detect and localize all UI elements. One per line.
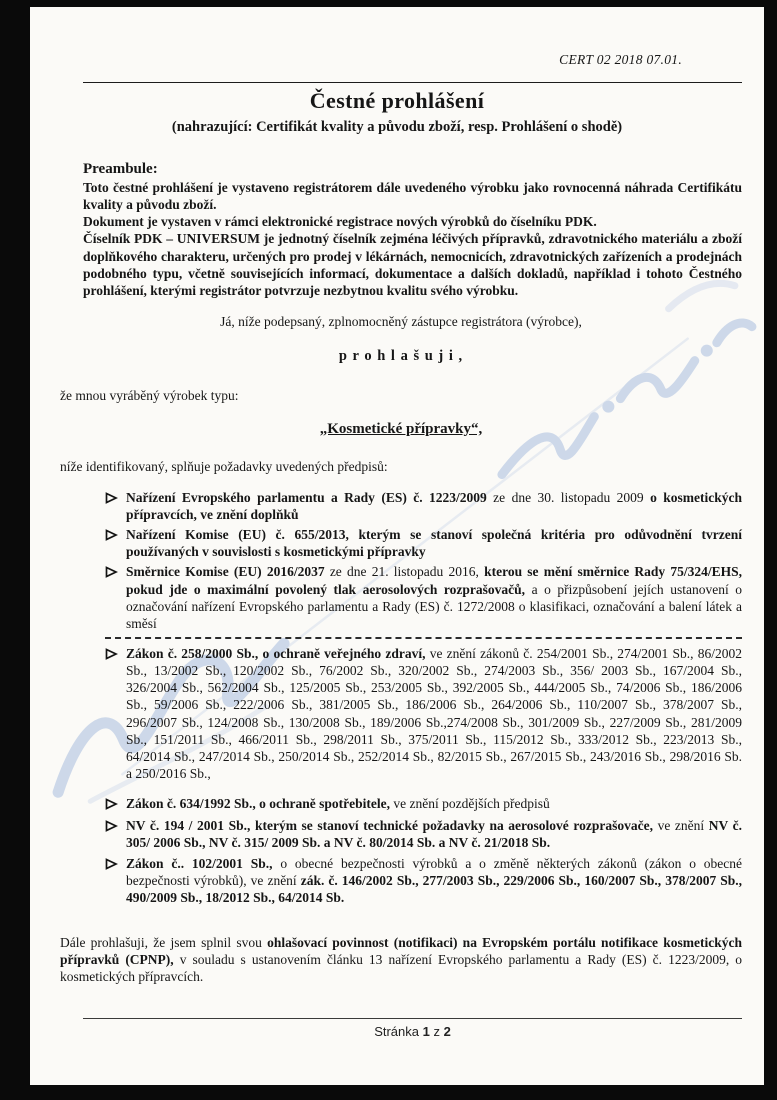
declaration-verb: p r o h l a š u j i , [338,348,464,365]
text-segment: kterou se mění směrnice Rady 75/324/EHS, pokud jde o maximální povolený tlak aerosolových rozprašovačů, [126,564,743,597]
text-segment: 2 [443,1024,451,1039]
list-item-text [126,526,742,560]
page-title: Čestné prohlášení [309,88,485,113]
document-subtitle: (nahrazující: Certifikát kvality a původu zboží, resp. Prohlášení o shodě) [171,119,623,135]
list-item [105,526,742,560]
text-segment: z [429,1024,444,1039]
page-footer [83,1018,742,1039]
list-item-text [126,855,742,906]
text-segment: ze dne 30. listopadu 2009 [486,489,651,505]
text-segment: NV č. 194 / 2001 Sb., kterým se stanoví technické požadavky na aerosolové rozprašovače, [126,818,653,834]
arrow-bullet-icon [105,489,126,508]
document-page [30,7,764,1085]
list-item [105,563,742,632]
page-number [374,1024,451,1039]
arrow-bullet-icon [105,563,126,582]
text-segment: ohlašovací povinnost (notifikaci) na Evropském portálu notifikace kosmetických přípravků (CPNP), [60,935,743,968]
list-item-text [126,645,742,782]
text-segment: v souladu s ustanovením článku 13 nařízení Evropského parlamentu a Rady (ES) č. 1223/2009, o kosmetických přípravcích. [60,952,742,985]
arrow-bullet-icon [105,645,126,664]
dashed-separator [105,637,742,639]
preamble-paragraph: Dokument je vystaven v rámci elektronické registrace nových výrobků do číselníku PDK. [83,214,597,230]
closing-paragraph [60,934,742,985]
text-segment: Zákon č. 634/1992 Sb., o ochraně spotřebitele, [126,796,391,812]
preamble-heading: Preambule: [83,161,158,177]
text-segment: o obecné bezpečnosti výrobků a o změně některých zákonů (zákon o obecné bezpečnosti výrobků), ve znění [126,855,743,888]
list-item [105,489,742,523]
eu-regulation-list [105,489,742,632]
preamble-section [83,160,742,299]
cz-health-law-list [105,645,742,782]
preamble-paragraph: Číselník PDK – UNIVERSUM je jednotný číselník zejména léčivých přípravků, zdravotnického materiálu a zboží doplňkového charakteru, určených pro prodej v lékárnách, nemocnicích, zdravotnických zařízeních a prodejnách podobného typu, včetně souvisejících informací, dokumentace a dalších dokladů, například i tohoto Čestného prohlášení, kterými registrátor potvrzuje nezbytnou kvalitu svého výrobku. [83,231,742,298]
text-segment: NV č. 305/ 2006 Sb., NV č. 315/ 2009 Sb. a NV č. 80/2014 Sb. a NV č. 21/2018 Sb. [126,818,743,851]
compliance-lead: níže identifikovaný, splňuje požadavky uvedených předpisů: [60,458,388,474]
text-segment: ze dne 21. listopadu 2016, [324,564,485,580]
product-lead: že mnou vyráběný výrobek typu: [60,387,239,403]
document-body [30,160,764,985]
cz-law-list [105,795,742,906]
list-item [105,795,742,814]
declarant-line: Já, níže podepsaný, zplnomocněný zástupce registrátora (výrobce), [220,314,582,330]
text-segment: ve znění [653,818,709,834]
arrow-bullet-icon [105,526,126,545]
text-segment: Nařízení Komise (EU) č. 655/2013, kterým se stanoví společná kritéria pro odůvodnění tvrzení používaných v souvislosti s kosmetickými přípravky [126,527,742,560]
list-item-text [126,563,742,632]
arrow-bullet-icon [105,795,126,814]
text-segment: Směrnice Komise (EU) 2016/2037 [126,564,325,580]
document-code: CERT 02 2018 07.01. [559,52,682,67]
text-segment: ve znění zákonů č. 254/2001 Sb., 274/2001 Sb., 86/2002 Sb., 13/2002 Sb., 120/2002 Sb., 76/2002 Sb., 320/2002 Sb., 274/2003 Sb., 356/ 2003 Sb., 167/2004 Sb., 326/2004 Sb., 562/2004 Sb., 125/2005 Sb., 253/2005 Sb., 392/2005 Sb., 444/2005 Sb., 74/2006 Sb., 186/2006 Sb., 59/2006 Sb., 222/2006 Sb., 381/2005 Sb., 186/2006 Sb., 264/2006 Sb., 110/2007 Sb., 378/2007 Sb., 296/2007 Sb., 124/2008 Sb., 130/2008 Sb., 189/2006 Sb.,274/2008 Sb., 301/2009 Sb., 227/2009 Sb., 281/2009 Sb., 151/2011 Sb., 466/2011 Sb., 298/2011 Sb., 375/2011 Sb., 115/2012 Sb., 333/2012 Sb., 223/2013 Sb., 64/2014 Sb., 247/2014 Sb., 250/2014 Sb., 252/2014 Sb., 82/2015 Sb., 267/2015 Sb., 243/2016 Sb., 298/2016 Sb. a 250/2016 Sb., [126,646,742,782]
list-item-text [126,489,742,523]
text-segment: a o přizpůsobení jejích ustanovení o označování nařízení Evropského parlamentu a Rady (ES) č. 1272/2008 o klasifikaci, označování a balení látek a směsí [126,581,743,631]
arrow-bullet-icon [105,817,126,836]
preamble-paragraph: Toto čestné prohlášení je vystaveno registrátorem dále uvedeného výrobku jako rovnocenná náhrada Certifikátu kvality a původu zboží. [83,180,742,213]
list-item-text [126,817,742,851]
text-segment: ve znění pozdějších předpisů [390,796,550,812]
arrow-bullet-icon [105,855,126,874]
text-segment: Nařízení Evropského parlamentu a Rady (ES) č. 1223/2009 [126,489,487,505]
list-item [105,817,742,851]
product-type: „Kosmetické přípravky“, [319,420,483,437]
text-segment: Zákon č.. 102/2001 Sb., [126,855,273,871]
list-item [105,645,742,782]
text-segment: Dále prohlašuji, že jsem splnil svou [60,935,268,950]
header-rule [83,82,742,83]
list-item-text [126,795,742,812]
text-segment: zák. č. 146/2002 Sb., 277/2003 Sb., 229/2006 Sb., 160/2007 Sb., 378/2007 Sb., 490/2009 Sb., 18/2012 Sb., 64/2014 Sb. [126,872,742,905]
text-segment: 1 [422,1024,430,1039]
text-segment: o kosmetických přípravcích, ve znění doplňků [126,489,743,523]
text-segment: Stránka [374,1024,423,1039]
text-segment: Zákon č. 258/2000 Sb., o ochraně veřejného zdraví, [126,646,426,662]
list-item [105,855,742,906]
